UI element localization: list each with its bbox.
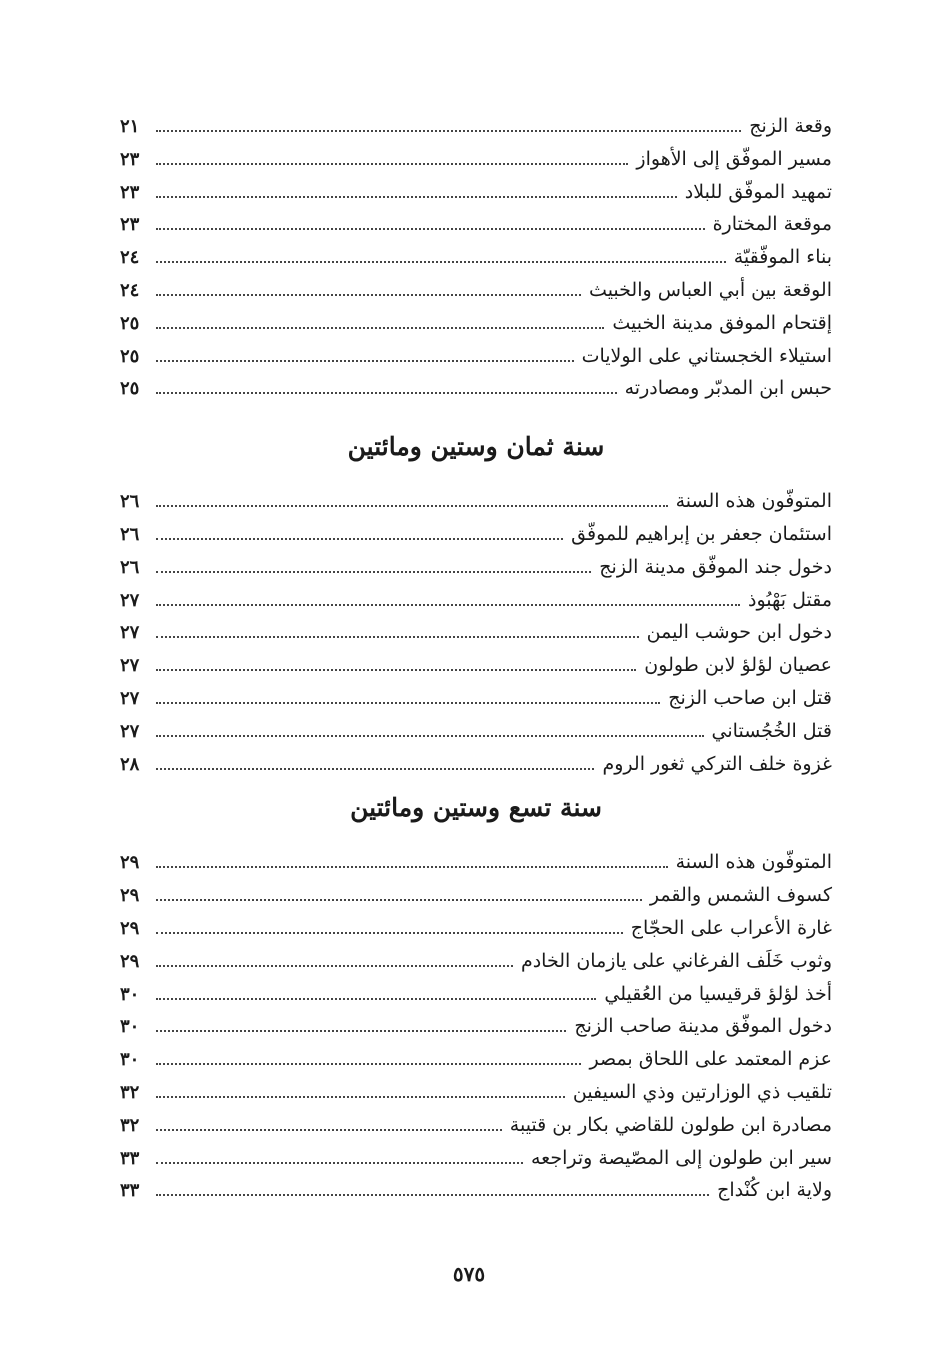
dot-leader	[156, 261, 726, 263]
dot-leader	[156, 604, 740, 606]
dot-leader	[156, 505, 668, 507]
toc-entry-title: عصيان لؤلؤ لابن طولون	[644, 654, 832, 677]
toc-entry	[120, 748, 832, 781]
dot-leader	[156, 965, 513, 967]
toc-entry	[120, 1076, 832, 1109]
toc-entry-page-number: ٢٦	[120, 556, 140, 578]
toc-entry-page-number: ٢٧	[120, 720, 140, 742]
toc-entry	[120, 616, 832, 649]
dot-leader	[156, 702, 660, 704]
toc-entry-title: استيلاء الخجستاني على الولايات	[581, 344, 832, 367]
toc-entry-title: الوقعة بين أبي العباس والخبيث	[589, 278, 832, 301]
section-heading-268: سنة ثمان وستين ومائتين	[347, 432, 605, 462]
toc-group-2	[120, 485, 832, 780]
toc-entry-page-number: ٢٩	[120, 917, 140, 939]
toc-entry-page-number: ٢٣	[120, 181, 140, 203]
toc-entry-page-number: ٢٧	[120, 655, 140, 677]
toc-entry	[120, 340, 832, 373]
toc-entry-title: أخذ لؤلؤ قرقيسيا من العُقيلي	[604, 982, 832, 1005]
toc-entry-page-number: ٣٠	[120, 983, 140, 1005]
toc-entry	[120, 274, 832, 307]
toc-entry-page-number: ٣٠	[120, 1016, 140, 1038]
toc-entry-title: تلقيب ذي الوزارتين وذي السيفين	[572, 1080, 832, 1103]
dot-leader	[156, 1096, 565, 1098]
section-heading-269: سنة تسع وستين ومائتين	[350, 793, 602, 823]
toc-entry-title: المتوفّون هذه السنة	[675, 490, 832, 513]
toc-entry-page-number: ٢٥	[120, 312, 140, 334]
toc-entry-title: غزوة خلف التركي ثغور الروم	[602, 752, 832, 775]
dot-leader	[156, 327, 604, 329]
toc-entry	[120, 978, 832, 1011]
page-number: ٥٧٥	[452, 1262, 486, 1286]
dot-leader	[156, 735, 704, 737]
table-of-contents	[120, 110, 832, 1207]
toc-entry	[120, 241, 832, 274]
toc-entry	[120, 912, 832, 945]
toc-entry-title: المتوفّون هذه السنة	[675, 851, 832, 874]
toc-entry-page-number: ٢٧	[120, 589, 140, 611]
toc-entry-title: تمهيد الموفّق للبلاد	[684, 180, 832, 203]
toc-entry	[120, 176, 832, 209]
toc-entry	[120, 715, 832, 748]
toc-group-1	[120, 110, 832, 405]
toc-entry-page-number: ٢٤	[120, 279, 140, 301]
toc-entry-page-number: ٢٦	[120, 491, 140, 513]
toc-entry-page-number: ٢٩	[120, 885, 140, 907]
toc-entry-page-number: ٣٣	[120, 1147, 140, 1169]
toc-entry-title: حبس ابن المدبّر ومصادرته	[624, 377, 832, 400]
toc-entry-page-number: ٢٥	[120, 378, 140, 400]
dot-leader	[156, 196, 677, 198]
toc-entry-title: بناء الموفّقيّة	[733, 246, 832, 269]
dot-leader	[156, 392, 617, 394]
toc-entry-title: مسير الموفّق إلى الأهواز	[636, 147, 832, 170]
toc-entry-page-number: ٣٢	[120, 1114, 140, 1136]
toc-entry-page-number: ٢٣	[120, 148, 140, 170]
toc-entry-title: دخول ابن حوشب اليمن	[646, 621, 832, 644]
toc-entry-title: سير ابن طولون إلى المصّيصة وتراجعه	[530, 1146, 832, 1169]
toc-entry-page-number: ٢٥	[120, 345, 140, 367]
toc-entry-page-number: ٣٣	[120, 1180, 140, 1202]
toc-entry	[120, 1174, 832, 1207]
dot-leader	[156, 932, 623, 934]
toc-entry-title: ولاية ابن كُنْداج	[717, 1179, 832, 1202]
dot-leader	[156, 1129, 502, 1131]
dot-leader	[156, 1063, 581, 1065]
dot-leader	[156, 360, 574, 362]
toc-entry	[120, 372, 832, 405]
toc-entry-page-number: ٢٧	[120, 687, 140, 709]
dot-leader	[156, 636, 639, 638]
dot-leader	[156, 899, 642, 901]
toc-entry	[120, 945, 832, 978]
toc-entry	[120, 682, 832, 715]
toc-entry	[120, 649, 832, 682]
dot-leader	[156, 571, 591, 573]
toc-entry	[120, 584, 832, 617]
toc-entry-title: وقعة الزنج	[749, 115, 832, 137]
toc-entry-title: استئمان جعفر بن إبراهيم للموفّق	[571, 522, 832, 545]
dot-leader	[156, 163, 628, 165]
toc-entry-title: عزم المعتمد على اللحاق بمصر	[589, 1048, 832, 1071]
toc-entry	[120, 879, 832, 912]
toc-entry-title: قتل الخُجُستاني	[711, 719, 832, 742]
toc-entry	[120, 485, 832, 518]
toc-entry-page-number: ٢٨	[120, 753, 140, 775]
toc-entry-title: دخول الموفّق مدينة صاحب الزنج	[574, 1015, 832, 1038]
toc-entry	[120, 307, 832, 340]
toc-entry	[120, 208, 832, 241]
toc-entry-page-number: ٢٧	[120, 622, 140, 644]
dot-leader	[156, 1194, 709, 1196]
toc-entry-page-number: ٢٣	[120, 214, 140, 236]
toc-entry-page-number: ٣٢	[120, 1081, 140, 1103]
toc-group-3	[120, 846, 832, 1207]
toc-entry-title: إقتحام الموفق مدينة الخبيث	[612, 311, 832, 334]
toc-entry-title: غارة الأعراب على الحجّاج	[630, 916, 832, 939]
toc-entry-title: دخول جند الموفّق مدينة الزنج	[599, 555, 832, 578]
toc-entry-page-number: ٢١	[120, 116, 140, 137]
dot-leader	[156, 669, 636, 671]
toc-entry-title: موقعة المختارة	[712, 213, 832, 236]
toc-entry	[120, 1010, 832, 1043]
toc-entry-page-number: ٢٩	[120, 950, 140, 972]
toc-entry	[120, 518, 832, 551]
toc-entry	[120, 846, 832, 879]
toc-entry-title: مقتل بَهْبُوذ	[747, 588, 832, 611]
dot-leader	[156, 228, 705, 230]
toc-entry-page-number: ٢٦	[120, 523, 140, 545]
dot-leader	[156, 866, 668, 868]
toc-entry	[120, 1109, 832, 1142]
toc-entry-page-number: ٢٤	[120, 247, 140, 269]
dot-leader	[156, 1030, 566, 1032]
dot-leader	[156, 998, 596, 1000]
toc-entry	[120, 1142, 832, 1175]
toc-entry-page-number: ٢٩	[120, 852, 140, 874]
toc-entry	[120, 110, 832, 143]
dot-leader	[156, 538, 563, 540]
toc-entry	[120, 1043, 832, 1076]
toc-entry-page-number: ٣٠	[120, 1049, 140, 1071]
dot-leader	[156, 1162, 523, 1164]
toc-entry-title: وثوب خَلَف الفرغاني على يازمان الخادم	[520, 949, 832, 972]
toc-entry-title: قتل ابن صاحب الزنج	[668, 686, 832, 709]
toc-entry	[120, 551, 832, 584]
dot-leader	[156, 294, 581, 296]
toc-entry	[120, 143, 832, 176]
toc-entry-title: كسوف الشمس والقمر	[649, 884, 832, 907]
toc-entry-title: مصادرة ابن طولون للقاضي بكار بن قتيبة	[509, 1113, 832, 1136]
dot-leader	[156, 130, 741, 132]
dot-leader	[156, 768, 594, 770]
